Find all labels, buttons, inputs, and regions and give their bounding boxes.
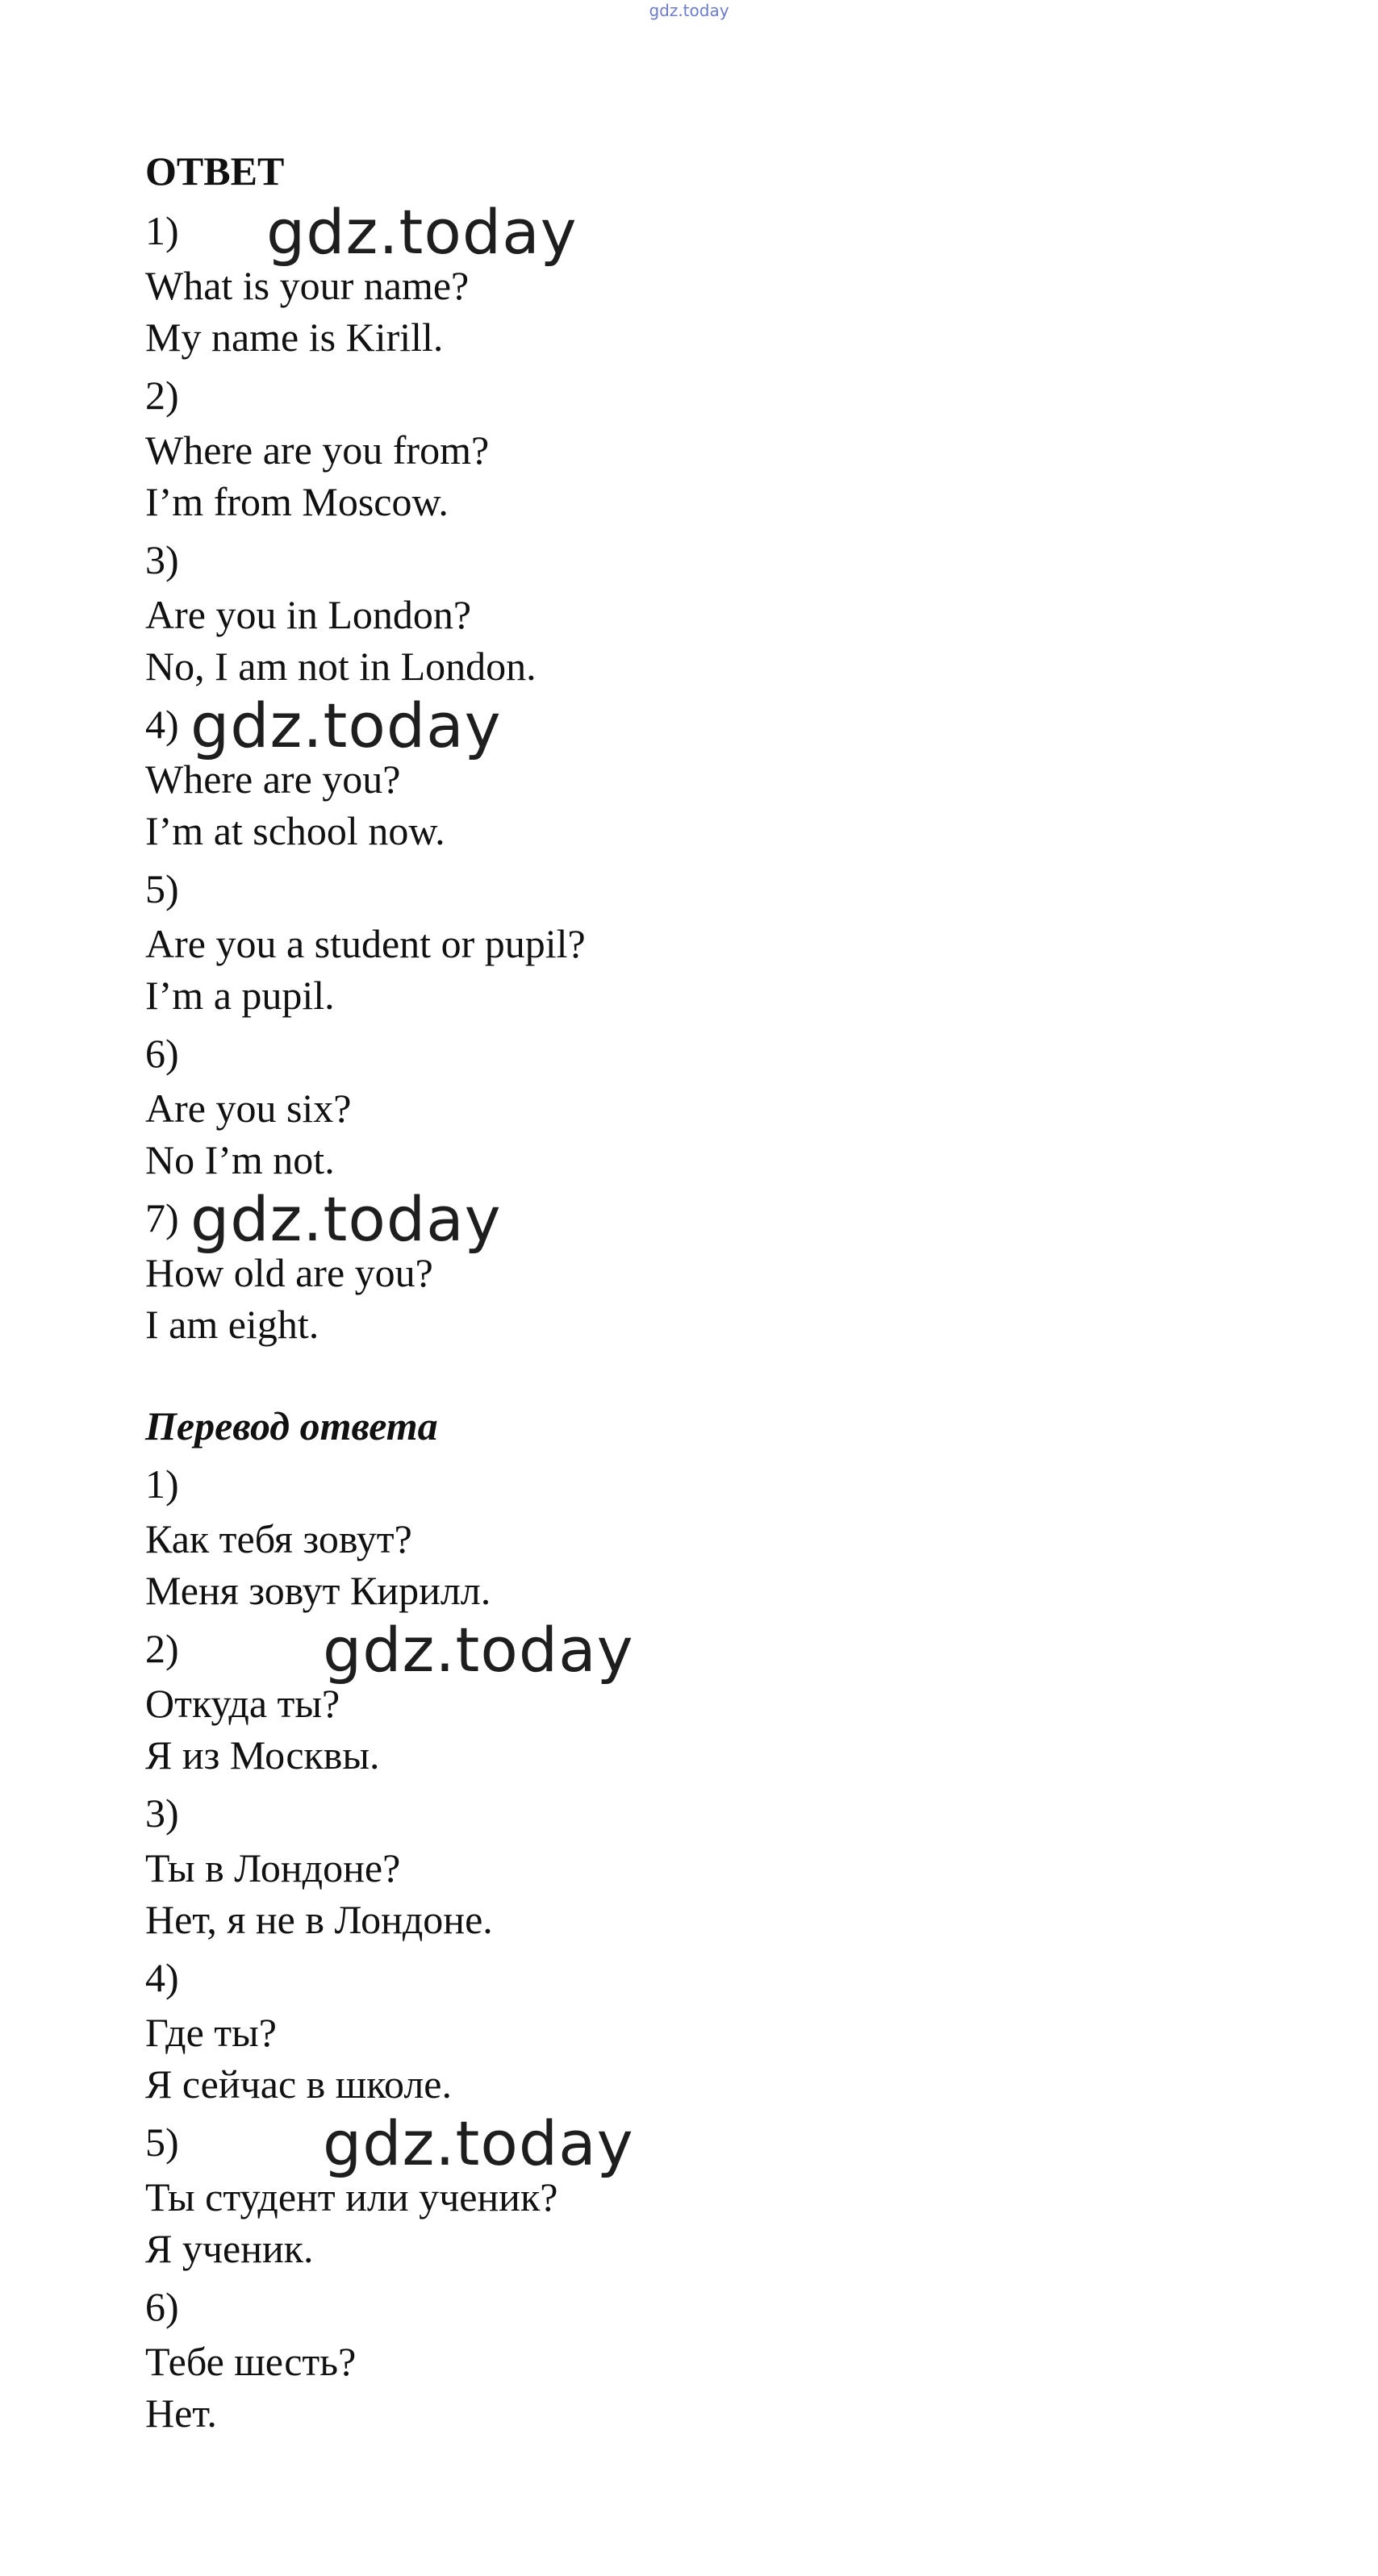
translation-reply-4: Я сейчас в школе. bbox=[145, 2061, 452, 2107]
answer-reply-7: I am eight. bbox=[145, 1302, 319, 1347]
translation-reply-3: Нет, я не в Лондоне. bbox=[145, 1897, 493, 1942]
top-watermark: gdz.today bbox=[649, 1, 729, 20]
answer-question-4: Where are you? bbox=[145, 757, 401, 802]
translation-num-1: 1) bbox=[145, 1461, 179, 1507]
translation-num-3: 3) bbox=[145, 1790, 179, 1836]
watermark-1: gdz.today bbox=[266, 196, 578, 268]
answer-reply-2: I’m from Moscow. bbox=[145, 479, 449, 524]
translation-question-3: Ты в Лондоне? bbox=[145, 1845, 401, 1890]
translation-question-6: Тебе шесть? bbox=[145, 2339, 357, 2384]
answer-question-2: Where are you from? bbox=[145, 427, 490, 473]
answer-question-3: Are you in London? bbox=[145, 592, 472, 637]
answer-reply-5: I’m a pupil. bbox=[145, 973, 335, 1018]
answer-num-2: 2) bbox=[145, 373, 179, 418]
translation-reply-1: Меня зовут Кирилл. bbox=[145, 1568, 491, 1613]
answer-reply-1: My name is Kirill. bbox=[145, 315, 444, 360]
translation-num-4: 4) bbox=[145, 1955, 179, 2000]
answer-num-1: 1) bbox=[145, 208, 179, 253]
watermark-4: gdz.today bbox=[323, 1614, 634, 1686]
translation-reply-6: Нет. bbox=[145, 2391, 217, 2436]
translation-question-5: Ты студент или ученик? bbox=[145, 2174, 558, 2220]
translation-num-5: 5) bbox=[145, 2120, 179, 2165]
answer-num-7: 7) bbox=[145, 1195, 179, 1240]
answer-num-6: 6) bbox=[145, 1031, 179, 1076]
answer-reply-3: No, I am not in London. bbox=[145, 644, 537, 689]
answer-reply-6: No I’m not. bbox=[145, 1137, 335, 1182]
answer-num-5: 5) bbox=[145, 866, 179, 911]
translation-question-1: Как тебя зовут? bbox=[145, 1516, 412, 1561]
translation-reply-2: Я из Москвы. bbox=[145, 1732, 380, 1778]
answer-num-4: 4) bbox=[145, 702, 179, 747]
watermark-2: gdz.today bbox=[190, 690, 502, 761]
answer-num-3: 3) bbox=[145, 537, 179, 582]
translation-num-2: 2) bbox=[145, 1626, 179, 1671]
translation-reply-5: Я ученик. bbox=[145, 2226, 314, 2271]
answer-question-7: How old are you? bbox=[145, 1250, 433, 1295]
watermark-3: gdz.today bbox=[190, 1183, 502, 1255]
answer-reply-4: I’m at school now. bbox=[145, 808, 445, 853]
watermark-5: gdz.today bbox=[323, 2107, 634, 2179]
answer-question-1: What is your name? bbox=[145, 263, 470, 308]
translation-question-4: Где ты? bbox=[145, 2010, 277, 2055]
answer-question-6: Are you six? bbox=[145, 1086, 352, 1131]
translation-num-6: 6) bbox=[145, 2284, 179, 2329]
translation-heading: Перевод ответа bbox=[145, 1403, 438, 1448]
translation-question-2: Откуда ты? bbox=[145, 1681, 340, 1726]
answer-heading: ОТВЕТ bbox=[145, 148, 285, 194]
answer-question-5: Are you a student or pupil? bbox=[145, 921, 586, 966]
